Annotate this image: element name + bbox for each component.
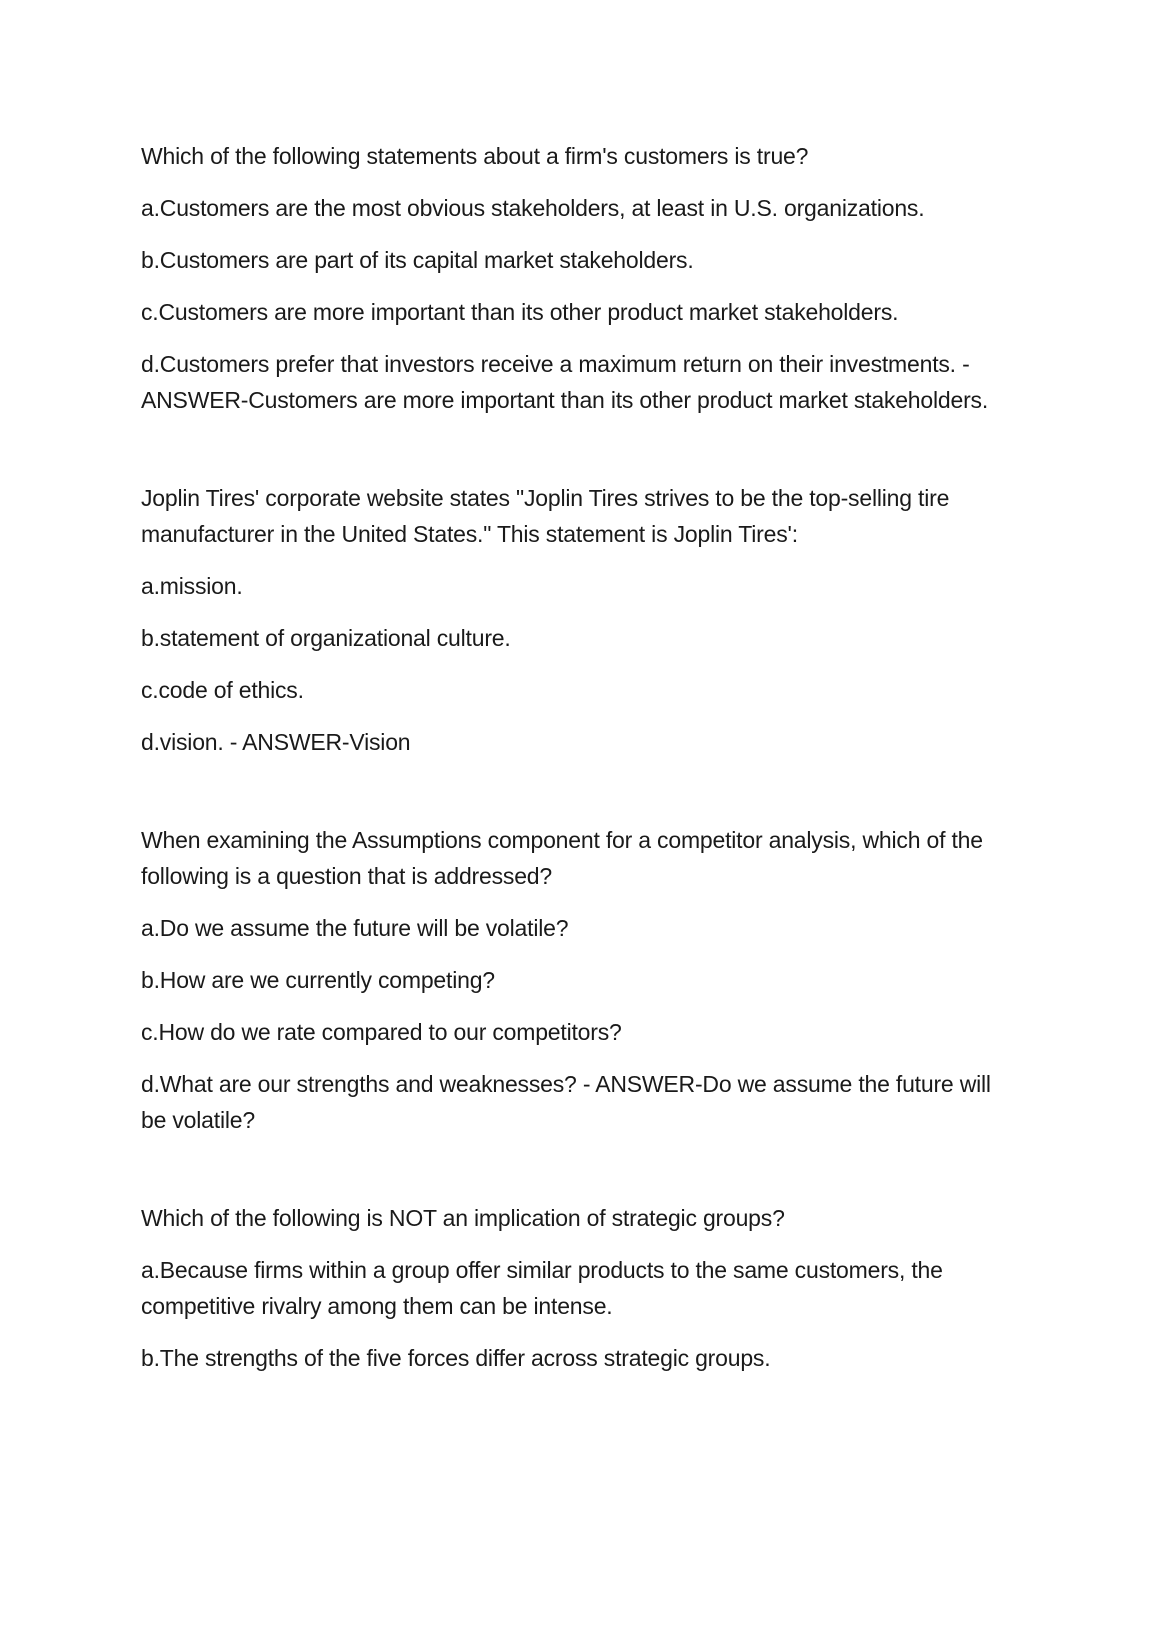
answer-option: b.Customers are part of its capital market stakeholders. xyxy=(141,247,694,273)
question-block-3 xyxy=(141,822,1021,1138)
answer-option: a.Because firms within a group offer similar products to the same customers, the competitive rivalry among them can be intense. xyxy=(141,1257,943,1319)
answer-option: c.How do we rate compared to our competitors? xyxy=(141,1019,622,1045)
answer-option: c.code of ethics. xyxy=(141,677,304,703)
answer-option: d.What are our strengths and weaknesses? - ANSWER-Do we assume the future will be volatile? xyxy=(141,1071,991,1133)
answer-option: c.Customers are more important than its other product market stakeholders. xyxy=(141,299,899,325)
question-prompt: When examining the Assumptions component for a competitor analysis, which of the following is a question that is addressed? xyxy=(141,827,983,889)
answer-option: d.vision. - ANSWER-Vision xyxy=(141,729,411,755)
question-prompt: Which of the following is NOT an implication of strategic groups? xyxy=(141,1205,785,1231)
answer-option: b.How are we currently competing? xyxy=(141,967,495,993)
question-block-2 xyxy=(141,480,1021,760)
answer-option: a.Customers are the most obvious stakeholders, at least in U.S. organizations. xyxy=(141,195,925,221)
answer-option: a.Do we assume the future will be volatile? xyxy=(141,915,569,941)
question-block-4 xyxy=(141,1200,1021,1376)
answer-option: b.statement of organizational culture. xyxy=(141,625,511,651)
question-block-1 xyxy=(141,138,1021,418)
answer-option: a.mission. xyxy=(141,573,243,599)
question-prompt: Which of the following statements about a firm's customers is true? xyxy=(141,143,809,169)
answer-option: b.The strengths of the five forces differ across strategic groups. xyxy=(141,1345,771,1371)
document-content xyxy=(141,138,1021,1392)
question-prompt: Joplin Tires' corporate website states "Joplin Tires strives to be the top-selling tire manufacturer in the United States." This statement is Joplin Tires': xyxy=(141,485,950,547)
answer-option: d.Customers prefer that investors receive a maximum return on their investments. - ANSWER-Customers are more important than its other product market stakeholders. xyxy=(141,351,989,413)
